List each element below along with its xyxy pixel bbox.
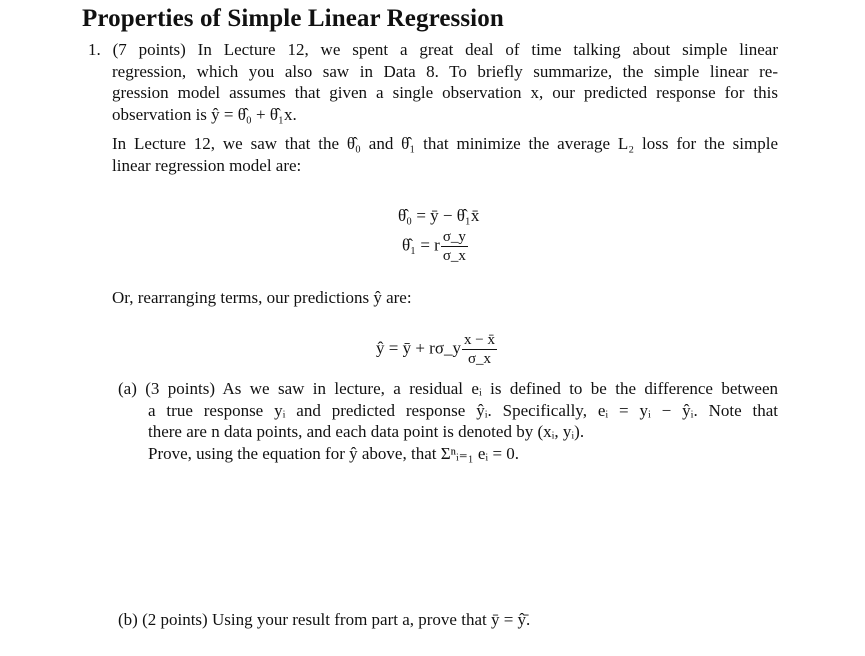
part-a-line-3: there are n data points, and each data point is denoted by (xᵢ, yᵢ). xyxy=(148,422,585,441)
equation-prediction-fraction xyxy=(462,331,497,368)
equation-theta1-fraction xyxy=(441,228,468,265)
loss-paragraph-line-1: In Lecture 12, we saw that the θ̂₀ and θ̂₁ that minimize the average L₂ loss for the simple xyxy=(112,134,778,153)
equation-theta1-numerator: σ_y xyxy=(442,229,466,245)
equation-prediction-denominator: σ_x xyxy=(467,351,492,367)
equation-theta1-left: θ̂₁ = r xyxy=(402,235,440,255)
equation-theta0: θ̂₀ = ȳ − θ̂₁x̄ xyxy=(398,206,480,225)
page-title: Properties of Simple Linear Regression xyxy=(82,5,504,32)
equation-prediction-left: ŷ = ȳ + rσ_y xyxy=(376,338,461,358)
question-1-loss-paragraph xyxy=(112,133,778,176)
part-a xyxy=(118,378,778,464)
question-1-line-1: 1. (7 points) In Lecture 12, we spent a great deal of time talking about simple linear xyxy=(88,40,778,59)
question-1-intro xyxy=(88,39,778,125)
part-a-line-1: (a) (3 points) As we saw in lecture, a residual eᵢ is defined to be the difference between xyxy=(118,379,778,398)
equation-prediction xyxy=(376,331,498,368)
question-1-line-4: observation is ŷ = θ̂₀ + θ̂₁x. xyxy=(112,104,297,124)
part-a-line-4: Prove, using the equation for ŷ above, that Σⁿᵢ₌₁ eᵢ = 0. xyxy=(148,443,520,463)
question-1-line-3: gression model assumes that given a single observation x, our predicted response for this xyxy=(112,83,778,102)
question-1-line-2: regression, which you also saw in Data 8. To briefly summarize, the simple linear re- xyxy=(112,61,778,81)
equation-theta1 xyxy=(402,228,469,265)
rearranging-text: Or, rearranging terms, our predictions ŷ are: xyxy=(112,288,412,307)
part-b: (b) (2 points) Using your result from part a, prove that ȳ = ŷ̄. xyxy=(118,610,531,629)
part-a-line-2: a true response yᵢ and predicted response ŷᵢ. Specifically, eᵢ = yᵢ − ŷᵢ. Note that xyxy=(148,400,778,420)
equation-prediction-numerator: x − x̄ xyxy=(464,332,495,348)
equation-theta1-denominator: σ_x xyxy=(442,248,466,264)
loss-paragraph-line-2: linear regression model are: xyxy=(112,155,302,175)
